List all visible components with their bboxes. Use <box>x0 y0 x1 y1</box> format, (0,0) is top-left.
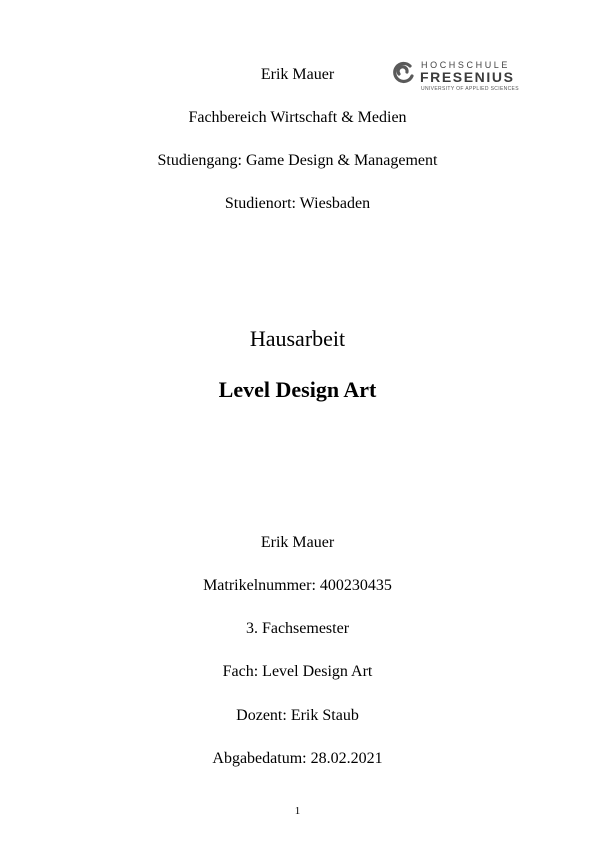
logo-sub-text: UNIVERSITY OF APPLIED SCIENCES <box>421 86 519 92</box>
details-subject: Fach: Level Design Art <box>222 663 373 680</box>
details-due-date: Abgabedatum: 28.02.2021 <box>212 750 383 767</box>
header-program: Studiengang: Game Design & Management <box>157 152 438 169</box>
university-logo <box>388 58 540 96</box>
header-author: Erik Mauer <box>260 66 335 83</box>
details-matriculation: Matrikelnummer: 400230435 <box>203 577 392 594</box>
header-location: Studienort: Wiesbaden <box>224 195 371 212</box>
details-lecturer: Dozent: Erik Staub <box>236 707 359 724</box>
logo-top-text: HOCHSCHULE <box>421 60 511 70</box>
logo-main-text: FRESENIUS <box>420 69 515 85</box>
details-author: Erik Mauer <box>260 534 335 551</box>
page-number: 1 <box>294 805 301 817</box>
document-type: Hausarbeit <box>249 326 346 351</box>
fresenius-logo-icon <box>390 60 416 86</box>
document-title: Level Design Art <box>218 377 377 402</box>
details-semester: 3. Fachsemester <box>245 620 350 637</box>
header-department: Fachbereich Wirtschaft & Medien <box>188 109 407 126</box>
